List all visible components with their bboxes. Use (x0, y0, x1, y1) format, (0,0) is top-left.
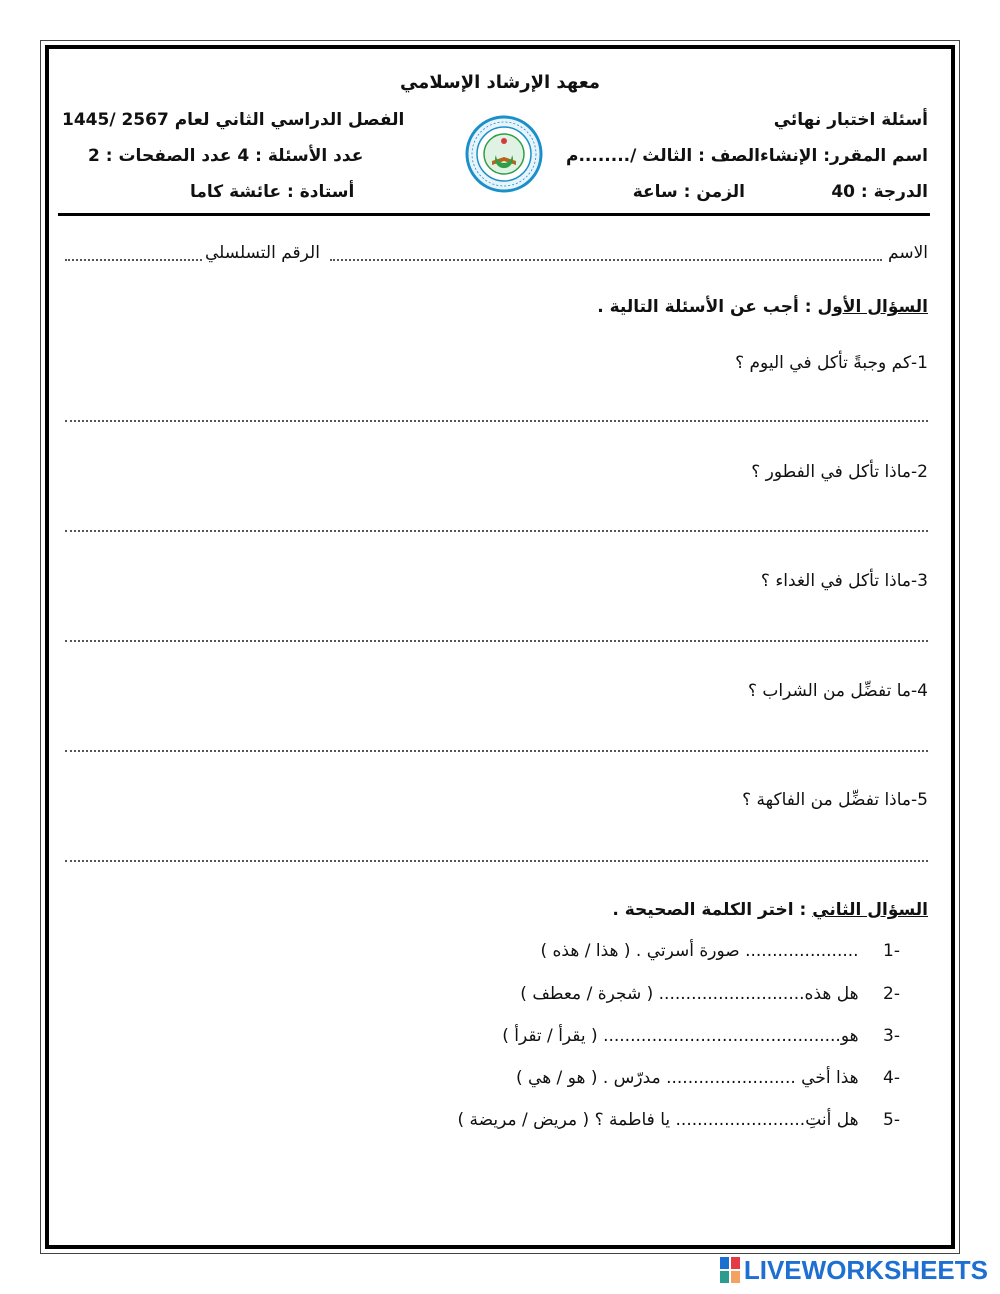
class-name: الصف : الثالث /........م (565, 146, 760, 166)
q1-answer-line-3[interactable] (65, 640, 928, 642)
q1-answer-line-5[interactable] (65, 860, 928, 862)
institute-name: معهد الإرشاد الإسلامي (399, 72, 601, 93)
school-seal-logo (465, 115, 543, 193)
question-2-instruction: : اختر الكلمة الصحيحة . (612, 900, 807, 920)
q2-item-3-number: -3 (883, 1026, 900, 1046)
q1-item-2: 2-ماذا تأكل في الفطور ؟ (751, 462, 928, 482)
liveworksheets-icon (720, 1257, 740, 1283)
q2-item-1-number: -1 (883, 941, 900, 961)
teacher-name: أستادة : عائشة كاما (190, 182, 355, 202)
q1-item-4: 4-ما تفضِّل من الشراب ؟ (747, 681, 928, 701)
exam-type: أسئلة اختبار نهائي (773, 110, 928, 130)
question-2-title: السؤال الثاني (812, 900, 928, 920)
question-2-heading (612, 900, 928, 920)
q1-answer-line-2[interactable] (65, 530, 928, 532)
q2-item-4-text: هذا أخي ........................ مدرّس . ( هو / هي ) (515, 1068, 859, 1088)
student-name-field[interactable] (330, 259, 882, 261)
q2-item-2-text: هل هذه........................... ( شجرة / معطف ) (520, 984, 859, 1004)
q2-item-5[interactable] (457, 1110, 900, 1130)
question-page-count: عدد الأسئلة : 4 عدد الصفحات : 2 (88, 146, 364, 166)
q2-item-4-number: -4 (883, 1068, 900, 1088)
q1-answer-line-4[interactable] (65, 750, 928, 752)
q2-item-5-number: -5 (883, 1110, 900, 1130)
q2-item-3[interactable] (502, 1026, 900, 1046)
exam-time: الزمن : ساعة (632, 182, 745, 202)
question-1-heading (597, 297, 928, 317)
serial-number-label: الرقم التسلسلي (205, 243, 320, 263)
student-name-label: الاسم (888, 243, 928, 263)
q1-item-1: 1-كم وجبةً تأكل في اليوم ؟ (735, 353, 928, 373)
liveworksheets-brand: LIVEWORKSHEETS (743, 1254, 988, 1285)
question-1-instruction: : أجب عن الأسئلة التالية . (597, 297, 812, 317)
q2-item-1-text: ..................... صورة أسرتي . ( هذا / هذه ) (540, 941, 859, 961)
q1-item-5: 5-ماذا تفضِّل من الفاكهة ؟ (742, 790, 928, 810)
question-1-title: السؤال الأول (817, 297, 928, 317)
header-divider (58, 213, 930, 216)
q2-item-5-text: هل أنتِ........................ يا فاطمة ؟ ( مريض / مريضة ) (457, 1110, 859, 1130)
q2-item-2-number: -2 (883, 984, 900, 1004)
q2-item-1[interactable] (540, 941, 900, 961)
course-name: اسم المقرر: الإنشاء (760, 146, 928, 166)
q1-answer-line-1[interactable] (65, 420, 928, 422)
q2-item-2[interactable] (520, 984, 900, 1004)
q1-item-3: 3-ماذا تأكل في الغداء ؟ (760, 571, 928, 591)
q2-item-3-text: هو............................................ ( يقرأ / تقرأ ) (502, 1026, 859, 1046)
semester-year: الفصل الدراسي الثاني لعام 2567 /1445 (62, 110, 405, 130)
q2-item-4[interactable] (516, 1068, 900, 1088)
total-grade: الدرجة : 40 (831, 182, 928, 202)
liveworksheets-logo[interactable] (720, 1256, 988, 1284)
serial-number-field[interactable] (65, 259, 202, 261)
